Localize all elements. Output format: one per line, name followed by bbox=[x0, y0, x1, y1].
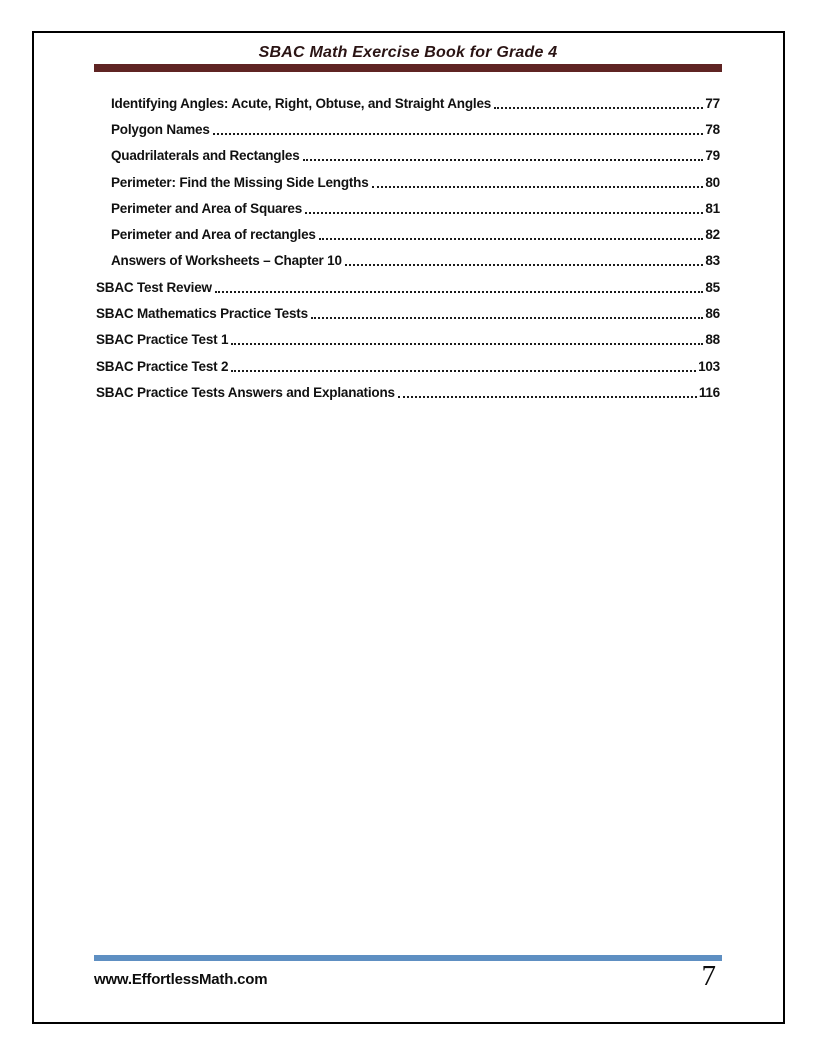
toc-entry-page: 86 bbox=[705, 306, 720, 322]
toc-leader-dots bbox=[213, 133, 704, 135]
toc-entry[interactable] bbox=[96, 90, 720, 116]
toc-entry[interactable] bbox=[96, 274, 720, 300]
toc-leader-dots bbox=[215, 291, 704, 293]
toc-leader-dots bbox=[345, 264, 704, 266]
toc-entry-label: Perimeter: Find the Missing Side Lengths bbox=[111, 174, 369, 190]
toc-entry-label: Perimeter and Area of Squares bbox=[111, 200, 303, 216]
toc-entry-label: Quadrilaterals and Rectangles bbox=[111, 148, 300, 164]
toc-leader-dots bbox=[231, 370, 696, 372]
toc-leader-dots bbox=[494, 107, 703, 109]
toc-entry[interactable] bbox=[96, 195, 720, 221]
toc-entry-page: 83 bbox=[705, 253, 720, 269]
toc-entry-label: SBAC Mathematics Practice Tests bbox=[96, 306, 308, 322]
toc-entry-page: 116 bbox=[698, 384, 720, 400]
toc-leader-dots bbox=[319, 238, 704, 240]
toc-entry-page: 81 bbox=[705, 200, 720, 216]
toc-entry[interactable] bbox=[96, 327, 720, 353]
toc-entry-label: Answers of Worksheets – Chapter 10 bbox=[111, 253, 342, 269]
toc-entry-page: 78 bbox=[705, 121, 720, 137]
toc-entry[interactable] bbox=[96, 353, 720, 379]
toc-leader-dots bbox=[311, 317, 703, 319]
toc-entry-page: 103 bbox=[698, 358, 720, 374]
toc-leader-dots bbox=[231, 343, 703, 345]
footer-website-link[interactable]: www.EffortlessMath.com bbox=[94, 971, 268, 988]
toc-entry-label: Identifying Angles: Acute, Right, Obtuse, and Straight Angles bbox=[111, 95, 492, 111]
footer-page-number: 7 bbox=[701, 960, 716, 992]
toc-entry-page: 88 bbox=[705, 332, 720, 348]
toc-entry-page: 80 bbox=[705, 174, 720, 190]
toc-entry-label: SBAC Practice Test 2 bbox=[96, 358, 229, 374]
toc-entry-label: SBAC Practice Test 1 bbox=[96, 332, 229, 348]
toc-entry-label: Perimeter and Area of rectangles bbox=[111, 227, 316, 243]
toc-entry-page: 85 bbox=[705, 279, 720, 295]
toc-entry-label: Polygon Names bbox=[111, 121, 210, 137]
toc-entry[interactable] bbox=[96, 143, 720, 169]
toc-entry-label: SBAC Practice Tests Answers and Explanations bbox=[96, 384, 395, 400]
toc-entry[interactable] bbox=[96, 248, 720, 274]
toc-list bbox=[96, 90, 720, 406]
toc-entry-page: 79 bbox=[705, 148, 720, 164]
toc-entry[interactable] bbox=[96, 169, 720, 195]
toc-leader-dots bbox=[303, 159, 704, 161]
toc-entry-page: 82 bbox=[705, 227, 720, 243]
toc-entry-page: 77 bbox=[705, 95, 720, 111]
running-header-title: SBAC Math Exercise Book for Grade 4 bbox=[258, 44, 558, 61]
toc-entry[interactable] bbox=[96, 116, 720, 142]
toc-entry[interactable] bbox=[96, 300, 720, 326]
toc-entry[interactable] bbox=[96, 379, 720, 405]
toc-leader-dots bbox=[372, 186, 704, 188]
toc-entry-label: SBAC Test Review bbox=[96, 279, 212, 295]
header-rule bbox=[94, 64, 722, 72]
toc-entry[interactable] bbox=[96, 221, 720, 247]
toc-leader-dots bbox=[398, 396, 697, 398]
toc-leader-dots bbox=[305, 212, 703, 214]
footer-rule bbox=[94, 955, 722, 961]
